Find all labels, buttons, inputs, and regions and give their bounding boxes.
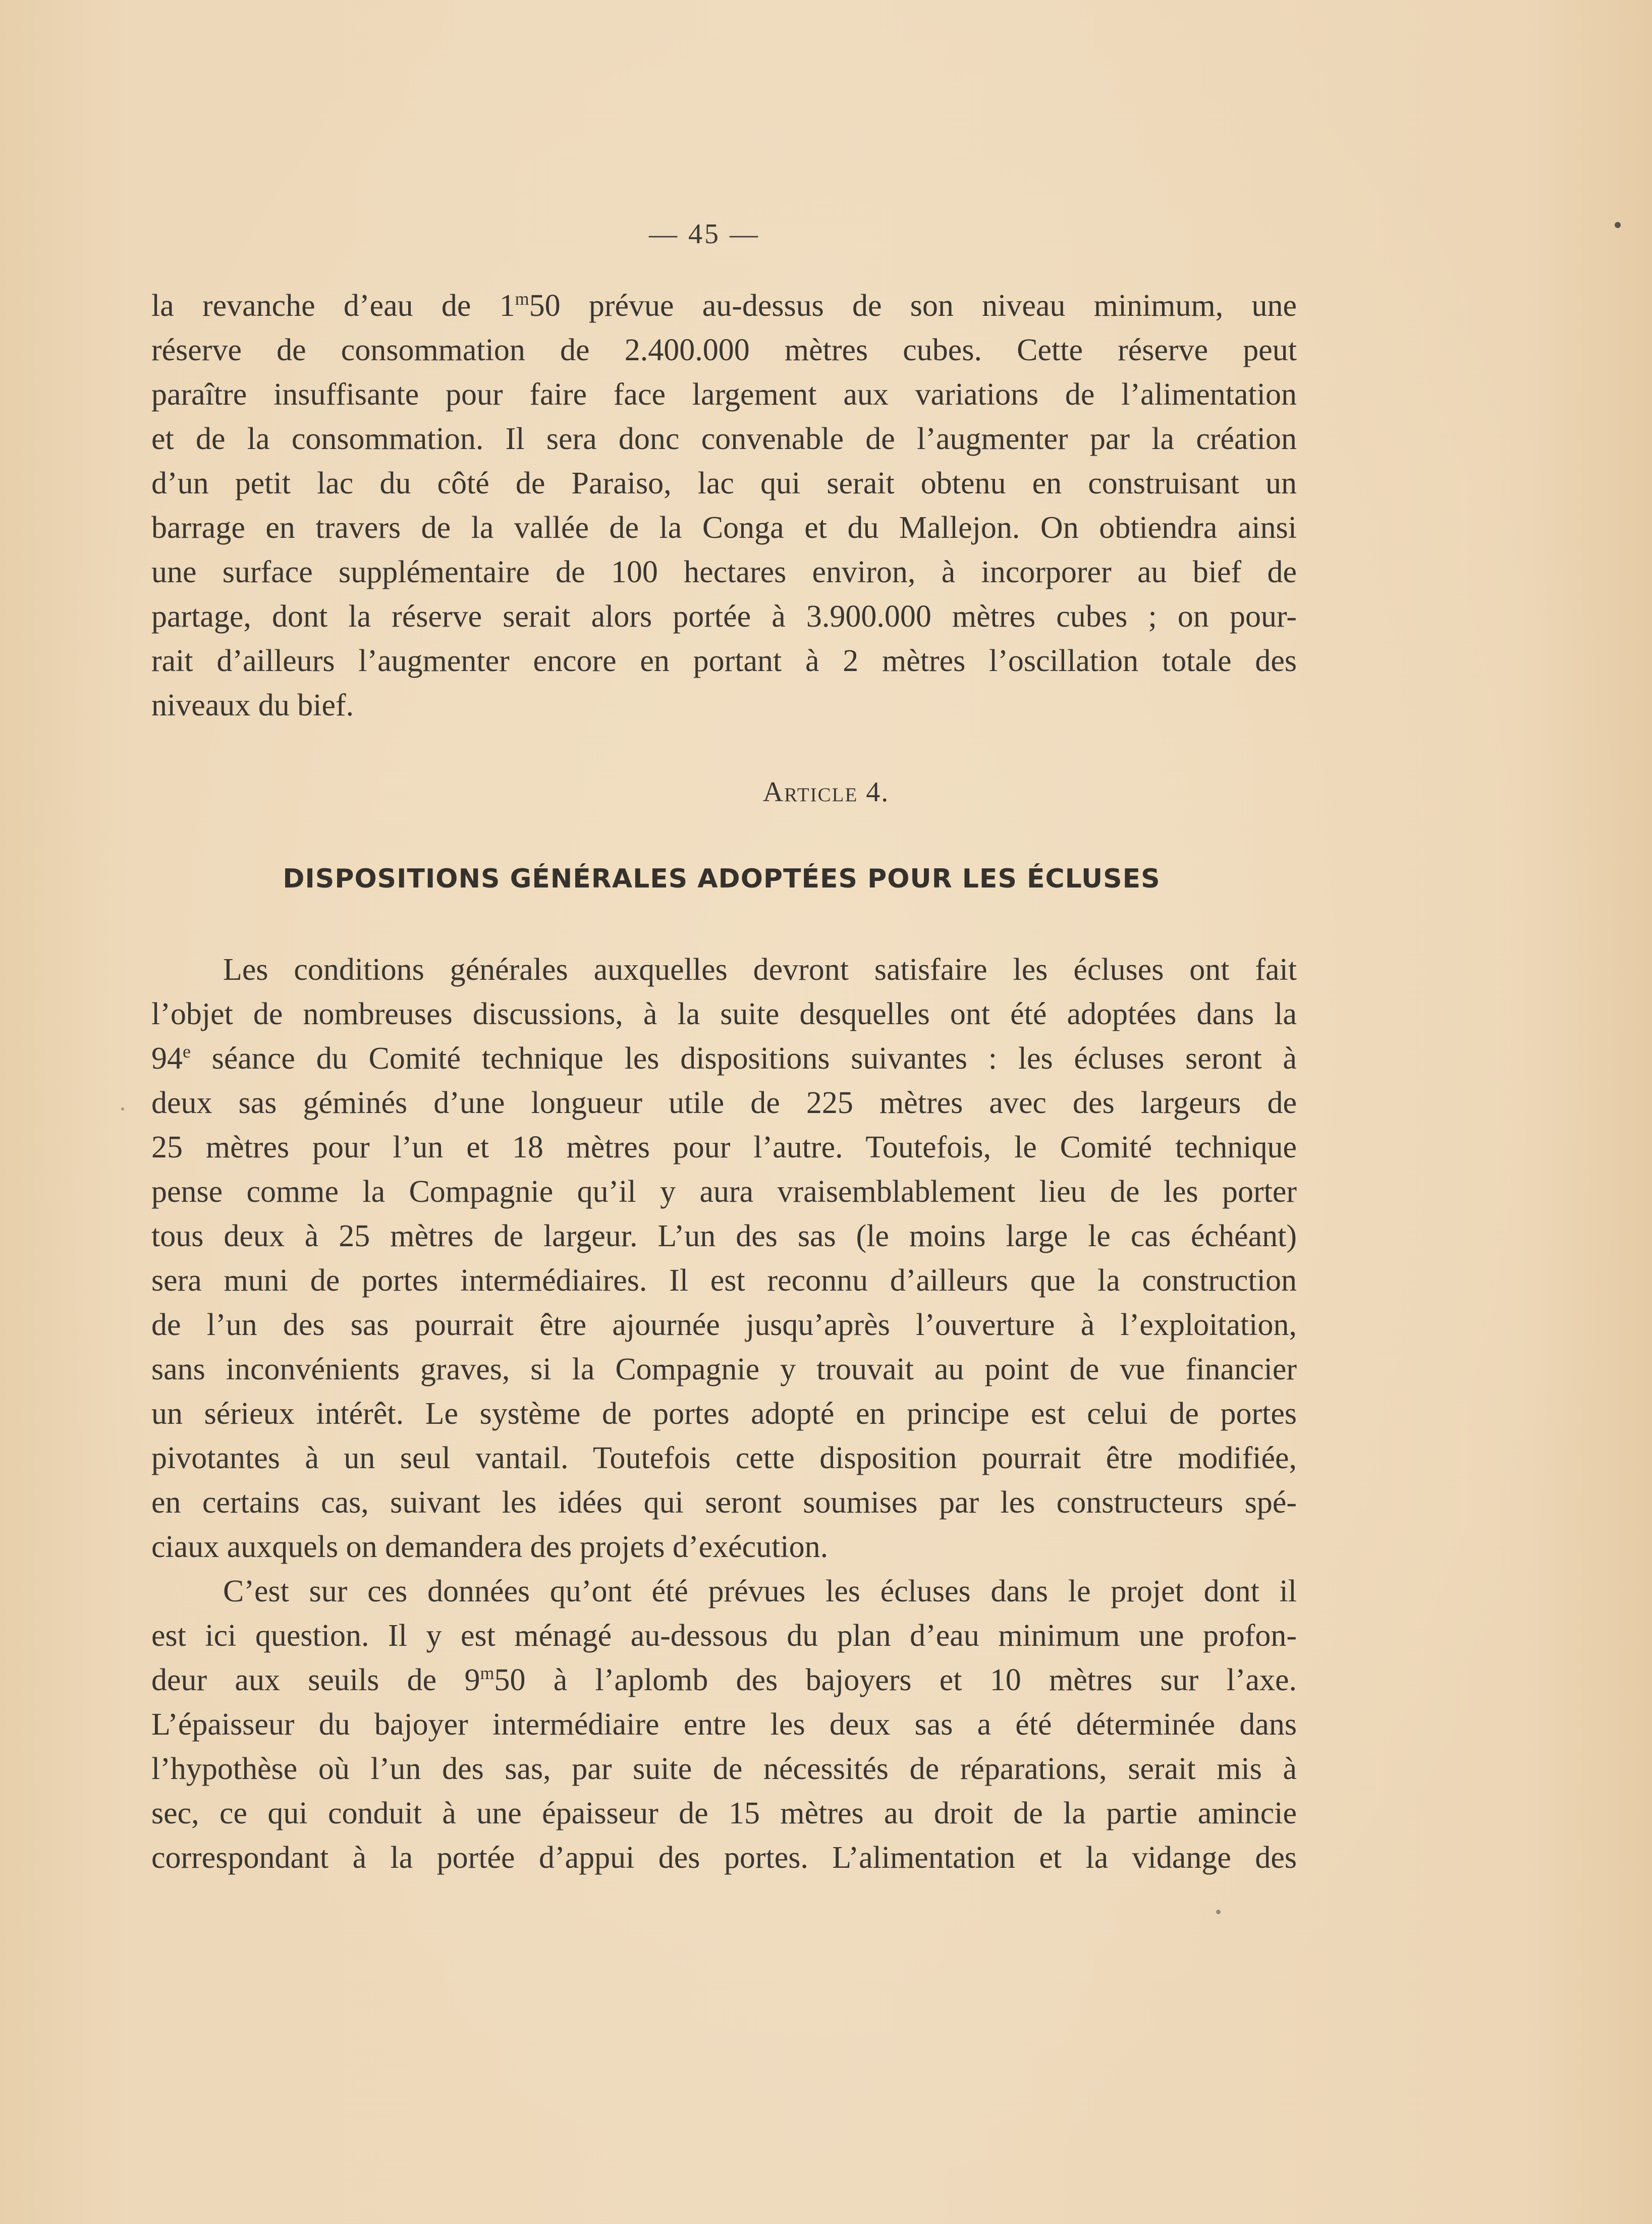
paragraph: [151, 1569, 1297, 1880]
paper-speck: [1216, 1910, 1221, 1914]
text-line: tous deux à 25 mètres de largeur. L’un des sas (le moins large le cas échéant): [151, 1219, 1297, 1253]
text-line: barrage en travers de la vallée de la Conga et du Mallejon. On obtiendra ainsi: [151, 511, 1297, 545]
paper-speck: [121, 1107, 124, 1110]
text-line: la revanche d’eau de 1$^m$50 prévue au-dessus de son niveau minimum, une: [151, 289, 1297, 323]
text-line: une surface supplémentaire de 100 hectares environ, à incorporer au bief de: [151, 555, 1297, 589]
text-line: pense comme la Compagnie qu’il y aura vraisemblablement lieu de les porter: [151, 1175, 1297, 1209]
text-line: ciaux auxquels on demandera des projets d’exécution.: [151, 1530, 829, 1564]
text-line: l’hypothèse où l’un des sas, par suite de nécessités de réparations, serait mis à: [151, 1752, 1297, 1786]
article-heading: Article 4.: [762, 776, 890, 808]
text-line: sera muni de portes intermédiaires. Il est reconnu d’ailleurs que la construction: [151, 1263, 1297, 1298]
text-line: l’objet de nombreuses discussions, à la suite desquelles ont été adoptées dans la: [151, 997, 1297, 1031]
text-line: de l’un des sas pourrait être ajournée jusqu’après l’ouverture à l’exploitation,: [151, 1308, 1297, 1342]
text-line: en certains cas, suivant les idées qui seront soumises par les constructeurs spé-: [151, 1485, 1297, 1520]
text-line: 94e séance du Comité technique les dispositions suivantes : les écluses seront à: [151, 1041, 1297, 1076]
text-line: L’épaisseur du bajoyer intermédiaire entre les deux sas a été déterminée dans: [151, 1707, 1297, 1742]
text-line: paraître insuffisante pour faire face largement aux variations de l’alimentation: [151, 377, 1297, 412]
paper-speck: [1615, 222, 1621, 228]
text-line: est ici question. Il y est ménagé au-dessous du plan d’eau minimum une profon-: [151, 1619, 1297, 1653]
text-line: correspondant à la portée d’appui des portes. L’alimentation et la vidange des: [151, 1841, 1297, 1875]
text-line: d’un petit lac du côté de Paraiso, lac qui serait obtenu en construisant un: [151, 466, 1297, 501]
text-line: sec, ce qui conduit à une épaisseur de 15 mètres au droit de la partie amincie: [151, 1796, 1297, 1830]
paragraph-continuation: [151, 284, 1297, 728]
text-line: 25 mètres pour l’un et 18 mètres pour l’autre. Toutefois, le Comité technique: [151, 1130, 1297, 1164]
text-line: deux sas géminés d’une longueur utile de 225 mètres avec des largeurs de: [151, 1086, 1297, 1120]
text-line: C’est sur ces données qu’ont été prévues les écluses dans le projet dont il: [223, 1574, 1297, 1608]
text-line: niveaux du bief.: [151, 688, 354, 722]
text-line: deur aux seuils de 9$^m$50 à l’aplomb des bajoyers et 10 mètres sur l’axe.: [151, 1663, 1297, 1697]
text-line: pivotantes à un seul vantail. Toutefois cette disposition pourrait être modifiée,: [151, 1441, 1297, 1475]
text-line: rait d’ailleurs l’augmenter encore en portant à 2 mètres l’oscillation totale des: [151, 644, 1297, 678]
text-line: partage, dont la réserve serait alors portée à 3.900.000 mètres cubes ; on pour-: [151, 599, 1297, 634]
text-line: sans inconvénients graves, si la Compagnie y trouvait au point de vue financier: [151, 1352, 1297, 1386]
text-line: Les conditions générales auxquelles devront satisfaire les écluses ont fait: [223, 953, 1297, 987]
text-line: un sérieux intérêt. Le système de portes adopté en principe est celui de portes: [151, 1397, 1297, 1431]
text-line: réserve de consommation de 2.400.000 mètres cubes. Cette réserve peut: [151, 333, 1297, 367]
paragraph: [151, 948, 1297, 1569]
page-number: — 45 —: [649, 218, 760, 250]
section-title: DISPOSITIONS GÉNÉRALES ADOPTÉES POUR LES ÉCLUSES: [283, 864, 1161, 894]
text-line: et de la consommation. Il sera donc convenable de l’augmenter par la création: [151, 422, 1297, 456]
